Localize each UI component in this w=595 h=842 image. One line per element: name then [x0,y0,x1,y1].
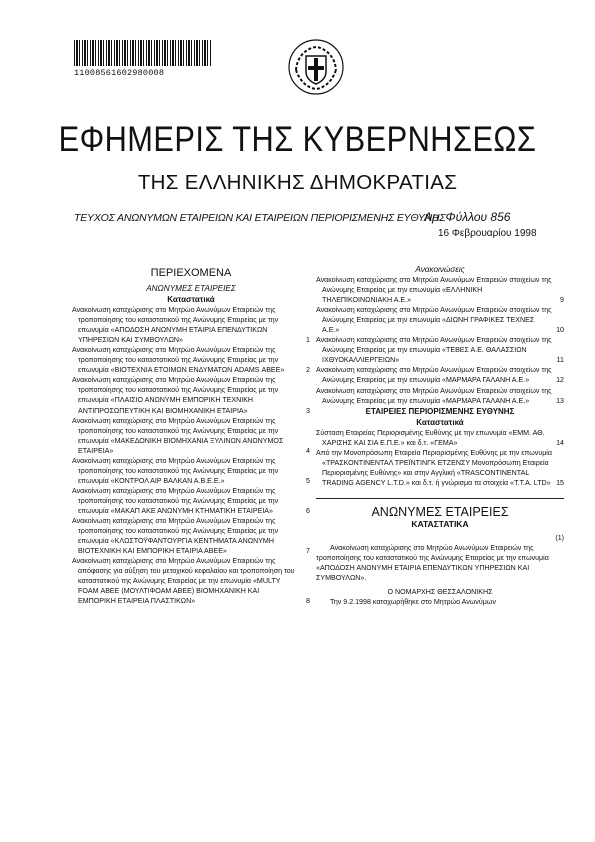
page-number: 12 [556,376,564,385]
page-number: 11 [556,356,564,365]
page-number: 13 [556,396,564,405]
page-number: 7 [306,547,310,556]
ltd-section-heading: ΕΤΑΙΡΕΙΕΣ ΠΕΡΙΟΡΙΣΜΕΝΗΣ ΕΥΘΥΝΗΣ [365,406,515,416]
issue-type: ΤΕΥΧΟΣ ΑΝΩΝΥΜΩΝ ΕΤΑΙΡΕΙΩΝ ΚΑΙ ΕΤΑΙΡΕΙΩΝ ΠΕΡΙΟΡΙΣΜΕΝΗΣ ΕΥΘΥΝΗΣ [74,212,446,224]
body-paragraph-2: Την 9.2.1998 καταχωρήθηκε στο Μητρώο Ανωνύμων [330,598,496,607]
contents-column-left [72,268,310,606]
barcode-number: 11008561602980008 [74,68,165,78]
page-number: 6 [306,506,310,515]
body-heading: ΑΝΩΝΥΜΕΣ ΕΤΑΙΡΕΙΕΣ [371,504,509,519]
contents-entry: Ανακοίνωση καταχώρισης στο Μητρώο Ανωνύμων Εταιρειών της τροποποίησης του καταστατικού της Ανώνυμης Εταιρείας με την επωνυμία «ΒΙΟΤΕΧΝΙΑ ΕΤΟΙΜΩΝ ΕΝΔΥΜΑΤΩΝ ADAMS ΑΒΕΕ» 2 [72,346,310,375]
page-number: 3 [306,406,310,415]
issue-date: 16 Φεβρουαρίου 1998 [438,228,537,239]
gazette-title: ΕΦΗΜΕΡΙΣ ΤΗΣ ΚΥΒΕΡΝΗΣΕΩΣ [58,120,537,159]
contents-entry: Ανακοίνωση καταχώρισης στο Μητρώο Ανωνύμων Εταιρειών της τροποποίησης του καταστατικού της Ανώνυμης Εταιρείας με την επωνυμία «ΠΛΑΙΣΙΟ ΑΝΩΝΥΜΗ ΕΜΠΟΡΙΚΗ ΤΕΧΝΙΚΗ ΑΝΤΙΠΡΟΣΩΠΕΥΤΙΚΗ ΚΑΙ ΒΙΟΜΗΧΑΝΙΚΗ ΕΤΑΙΡΙΑ» 3 [72,376,310,415]
page-number: 8 [306,597,310,606]
contents-entry: Ανακοίνωση καταχώρισης στο Μητρώο Ανωνύμων Εταιρειών στοιχείων της Ανώνυμης Εταιρείας με την επωνυμία «ΜΑΡΜΑΡΑ ΓΑΛΑΝΗ Α.Ε.» 12 [316,366,564,385]
contents-entry: Ανακοίνωση καταχώρισης στο Μητρώο Ανωνύμων Εταιρειών στοιχείων της Ανώνυμης Εταιρείας με την επωνυμία «ΤΕΒΕΣ Α.Ε. ΘΑΛΑΣΣΙΩΝ ΙΧΘΥΟΚΑΛΛΙΕΡΓΕΙΩΝ» 11 [316,336,564,365]
body-subheading: ΚΑΤΑΣΤΑΤΙΚΑ [411,518,469,529]
contents-entry: Ανακοίνωση καταχώρισης στο Μητρώο Ανωνύμων Εταιρειών της τροποποίησης του καταστατικού της Ανώνυμης Εταιρείας με την επωνυμία «ΜΑΚΕΔΟΝΙΚΗ ΒΙΟΜΗΧΑΝΙΑ ΞΥΛΙΝΩΝ ΑΝΩΝΥΜΟΣ ΕΤΑΙΡΕΙΑ» 4 [72,416,310,455]
announcements-heading: Ανακοινώσεις [415,265,465,274]
authority-heading: Ο ΝΟΜΑΡΧΗΣ ΘΕΣΣΑΛΟΝΙΚΗΣ [387,588,493,597]
contents-entry: Ανακοίνωση καταχώρισης στο Μητρώο Ανωνύμων Εταιρειών της τροποποίησης του καταστατικού της Ανώνυμης Εταιρείας με την επωνυμία «ΑΠΟΔΟΣΗ ΑΝΩΝΥΜΗ ΕΤΑΙΡΙΑ ΕΠΕΝΔΥΤΙΚΩΝ ΥΠΗΡΕΣΙΩΝ ΚΑΙ ΣΥΜΒΟΥΛΩΝ» 1 [72,306,310,345]
page-number: 1 [306,336,310,345]
greek-emblem-icon [287,38,345,96]
sheet-number: Αρ. Φύλλου 856 [424,210,511,224]
contents-heading: ΠΕΡΙΕΧΟΜΕΝΑ [150,267,232,279]
page-number: 4 [306,446,310,455]
contents-entry: Ανακοίνωση καταχώρισης στο Μητρώο Ανωνύμων Εταιρειών στοιχείων της Ανώνυμης Εταιρείας με την επωνυμία «ΔΙΩΝΗ ΓΡΑΦΙΚΕΣ ΤΕΧΝΕΣ Α.Ε.» 10 [316,306,564,335]
contents-entry: Ανακοίνωση καταχώρισης στο Μητρώο Ανωνύμων Εταιρειών της τροποποίησης του καταστατικού της Ανώνυμης Εταιρείας με την επωνυμία «ΚΟΝΤΡΟΛ ΑΙΡ ΒΑΛΚΑΝ Α.Β.Ε.Ε.» 5 [72,456,310,485]
gazette-subtitle: ΤΗΣ ΕΛΛΗΝΙΚΗΣ ΔΗΜΟΚΡΑΤΙΑΣ [137,171,458,194]
contents-entry: Από την Μονοπρόσωπη Εταιρεία Περιορισμένης Ευθύνης με την επωνυμία «ΤΡΑΣΚΟΝΤΙΝΕΝΤΑΛ ΤΡΕΪΝΤΙΝΓΚ ΕΤΖΕΝΣΥ Μονοπρόσωπη Εταιρεία Περιορισμένης Ευθύνης» και στην Αγγλική «TRASCONTINENTAL TRADING AGENCY L.T.D.» και δ.τ. ή γνώρισμα τα στοιχεία «Τ.Τ.Α. LTD» 15 [316,448,564,487]
article-number: (1) [555,533,564,542]
contents-entry: Ανακοίνωση καταχώρισης στο Μητρώο Ανωνύμων Εταιρειών στοιχείων της Ανώνυμης Εταιρείας με την επωνυμία «ΜΑΡΜΑΡΑ ΓΑΛΑΝΗ Α.Ε.» 13 [316,386,564,405]
contents-entry: Ανακοίνωση καταχώρισης στο Μητρώο Ανωνύμων Εταιρειών της απόφασης για αύξηση του μετοχικού κεφαλαίου και τροποποίηση του καταστατικού της Ανώνυμης Εταιρείας με την επωνυμία «MULTY FOAM ΑΒΕΕ (ΜΟΥΛΤΙΦΟΑΜ ΑΒΕΕ) ΒΙΟΜΗΧΑΝΙΚΗ ΚΑΙ ΕΜΠΟΡΙΚΗ ΕΤΑΙΡΕΙΑ ΠΛΑΣΤΙΚΩΝ» 8 [72,557,310,606]
contents-entry: Ανακοίνωση καταχώρισης στο Μητρώο Ανωνύμων Εταιρειών στοιχείων της Ανώνυμης Εταιρείας με την επωνυμία «ΕΛΛΗΝΙΚΗ ΤΗΛΕΠΙΚΟΙΝΩΝΙΑΚΗ Α.Ε.» 9 [316,276,564,305]
ltd-subsection-heading: Καταστατικά [416,417,464,427]
divider [316,498,564,499]
page-number: 2 [306,366,310,375]
page-number: 5 [306,476,310,485]
contents-entry: Σύσταση Εταιρείας Περιορισμένης Ευθύνης με την επωνυμία «ΕΜΜ. ΑΘ. ΧΑΡΙΣΗΣ ΚΑΙ ΣΙΑ Ε.Π.Ε.» και δ.τ. «ΓΕΜΑ» 14 [316,428,564,447]
section-heading: ΑΝΩΝΥΜΕΣ ΕΤΑΙΡΕΙΕΣ [146,284,236,294]
contents-entry: Ανακοίνωση καταχώρισης στο Μητρώο Ανωνύμων Εταιρειών της τροποποίησης του καταστατικού της Ανώνυμης Εταιρείας με την επωνυμία «ΚΛΩΣΤΟΫΦΑΝΤΟΥΡΓΙΑ ΚΕΝΤΗΜΑΤΑ ΑΝΩΝΥΜΗ ΒΙΟΤΕΧΝΙΚΗ ΚΑΙ ΕΜΠΟΡΙΚΗ ΕΤΑΙΡΙΑ ΑΒΕΕ» 7 [72,517,310,556]
page-number: 15 [556,478,564,487]
page-number: 14 [556,438,564,447]
subsection-heading: Καταστατικά [167,295,215,305]
contents-column-right [316,264,564,607]
page-number: 10 [556,326,564,335]
body-paragraph: Ανακοίνωση καταχώρισης στο Μητρώο Ανωνύμων Εταιρειών της τροποποίησης του καταστατικού της Ανώνυμης Εταιρείας με την επωνυμία «ΑΠΟΔΟΣΗ ΑΝΩΝΥΜΗ ΕΤΑΙΡΙΑ ΕΠΕΝΔΥΤΙΚΩΝ ΥΠΗΡΕΣΙΩΝ ΚΑΙ ΣΥΜΒΟΥΛΩΝ». [316,544,549,583]
page-number: 9 [560,296,564,305]
contents-entry: Ανακοίνωση καταχώρισης στο Μητρώο Ανωνύμων Εταιρειών της τροποποίησης του καταστατικού της Ανώνυμης Εταιρείας με την επωνυμία «ΜΑΚΑΠ ΑΚΕ ΑΝΩΝΥΜΗ ΚΤΗΜΑΤΙΚΗ ΕΤΑΙΡΕΙΑ» 6 [72,486,310,515]
barcode [74,40,212,66]
